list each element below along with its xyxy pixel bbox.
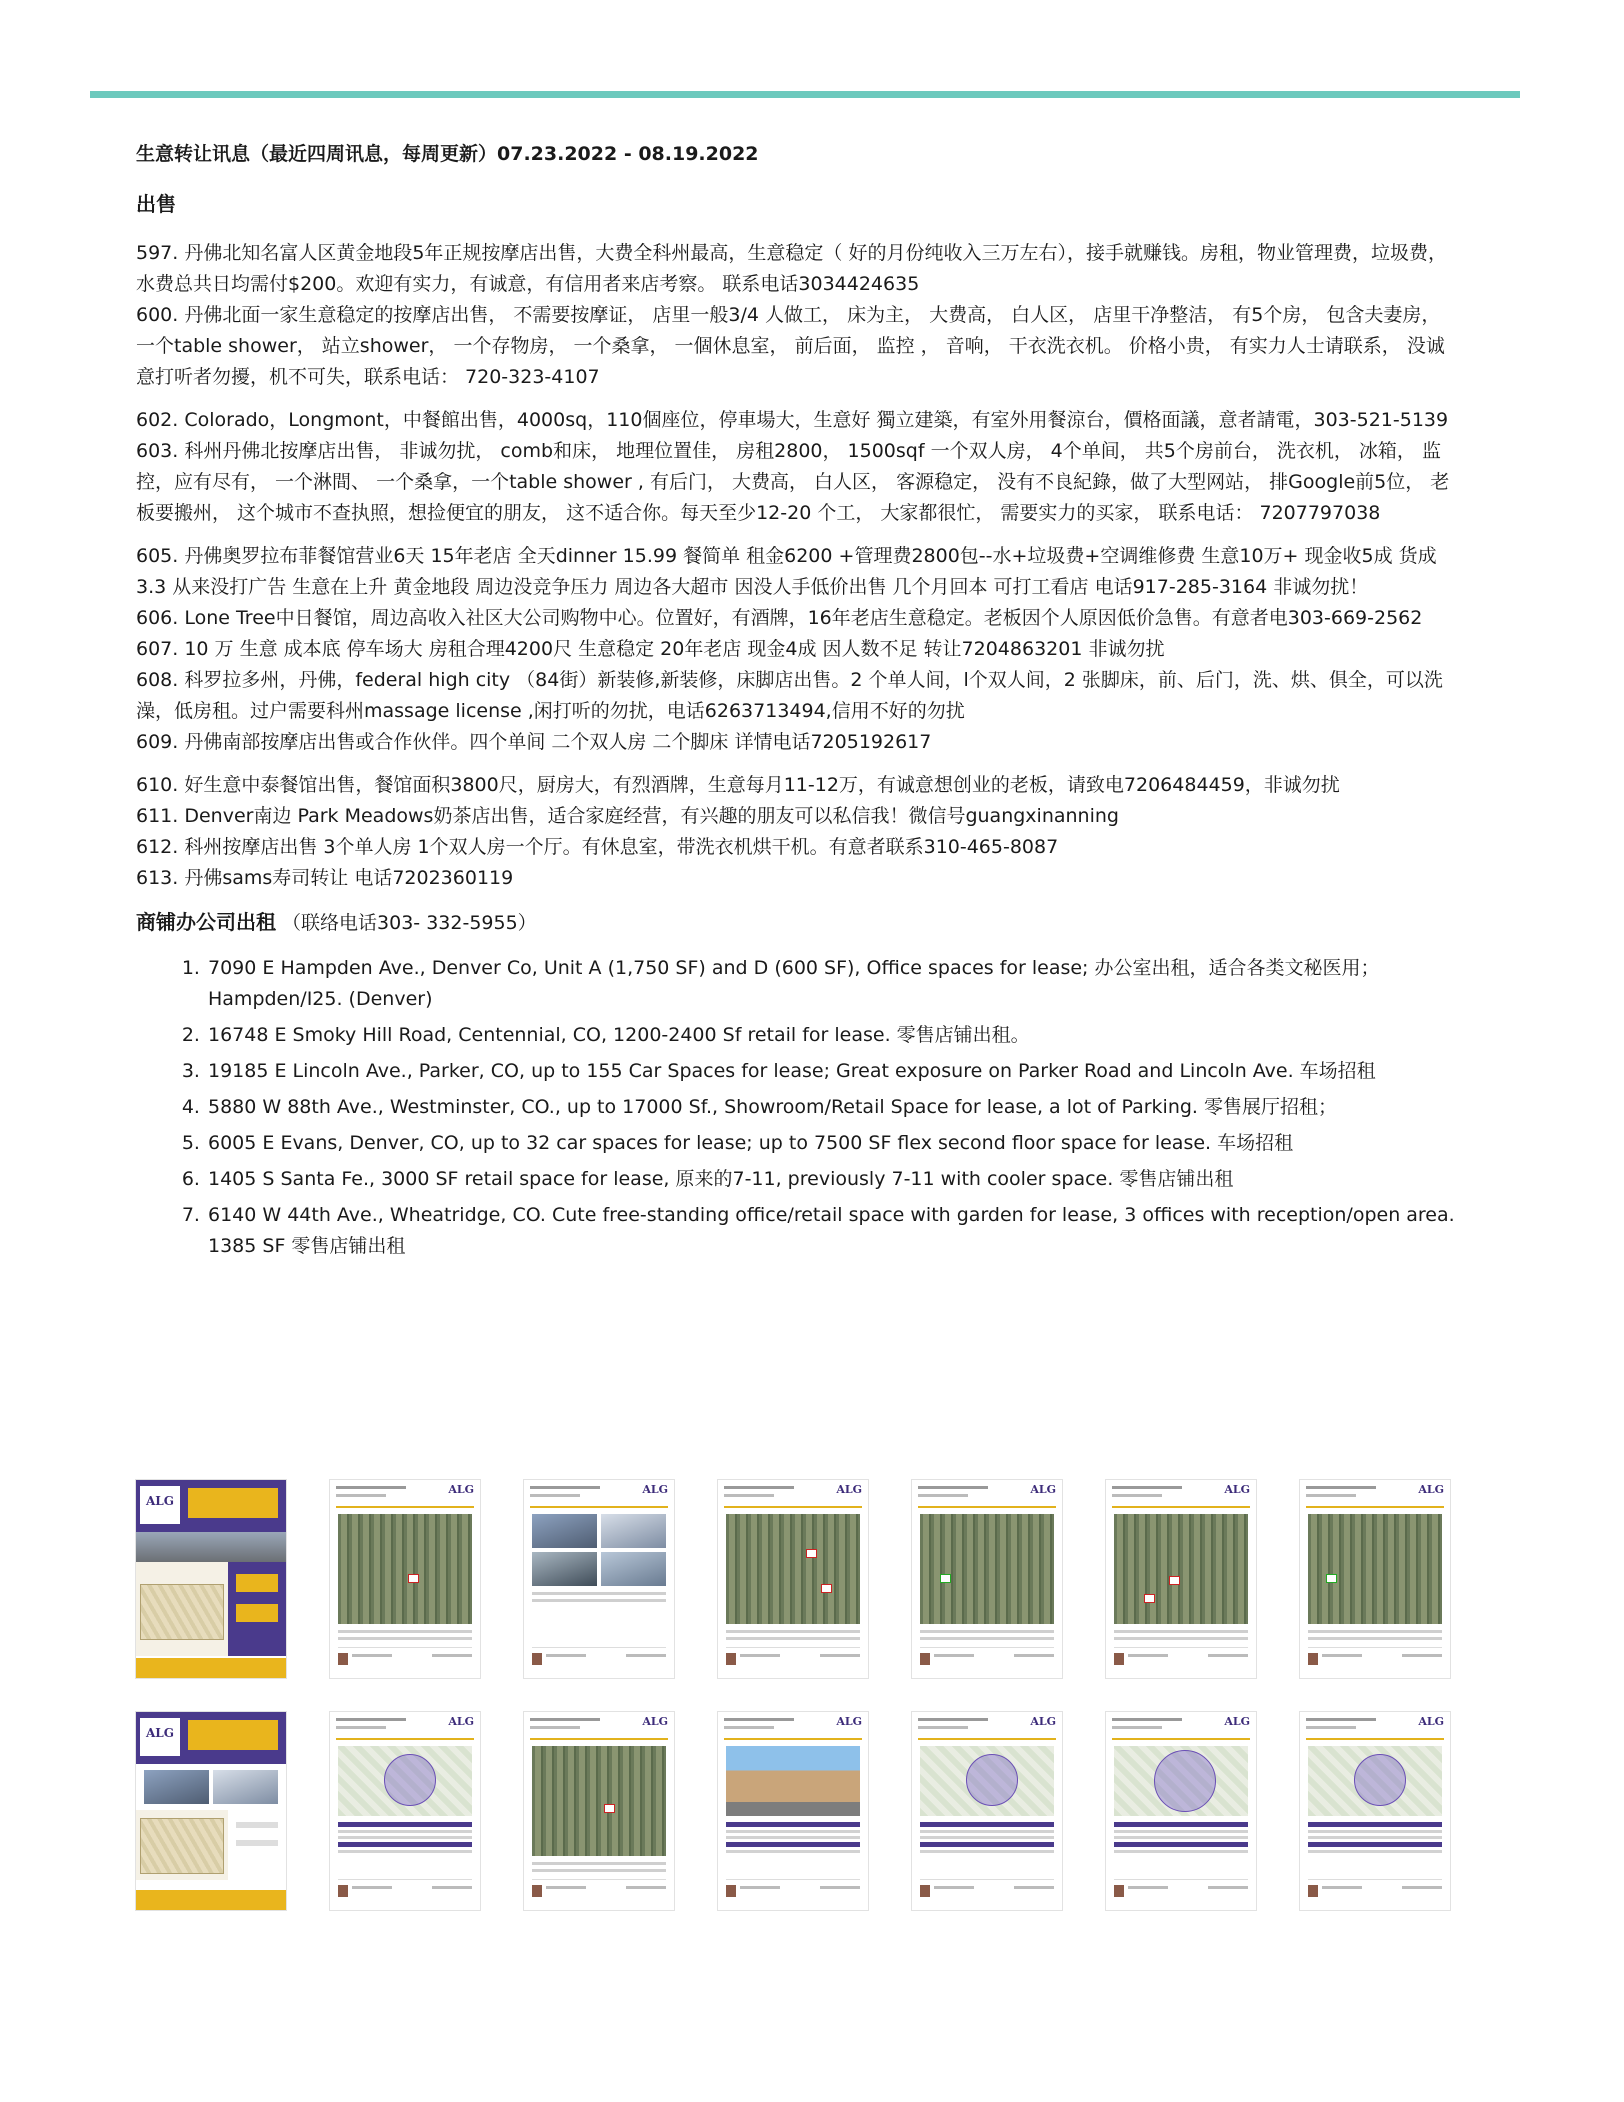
rent-contact: （联络电话303- 332-5955） <box>282 912 537 934</box>
alg-logo: ALG <box>140 1486 180 1524</box>
sale-group-2 <box>136 405 1456 529</box>
agent-photo <box>1114 1653 1124 1665</box>
sale-group-4 <box>136 770 1456 894</box>
sale-group-1 <box>136 238 1456 393</box>
agent-photo <box>1308 1885 1318 1897</box>
radius-map-image <box>920 1746 1054 1816</box>
aerial-map-image <box>1308 1514 1442 1624</box>
listing-602: 602. Colorado，Longmont，中餐館出售，4000sq，110個座位，停車場大，生意好 獨立建築，有室外用餐涼台，價格面議，意者請電，303-521-5139 <box>136 409 1449 431</box>
aerial-map-image <box>338 1514 472 1624</box>
aerial-map-image <box>1114 1514 1248 1624</box>
sale-heading: 出售 <box>136 192 176 216</box>
brochure-thumbnail-office-aerial[interactable] <box>330 1480 480 1678</box>
agent-photo <box>1114 1885 1124 1897</box>
agent-photo <box>1308 1653 1318 1665</box>
site-plan-image <box>140 1818 224 1874</box>
listing-606: 606. Lone Tree中日餐馆，周边高收入社区大公司购物中心。位置好，有酒牌，16年老店生意稳定。老板因个人原因低价急售。有意者电303-669-2562 <box>136 607 1423 629</box>
rental-item: 7. 6140 W 44th Ave., Wheatridge, CO. Cute free-standing office/retail space with garden for lease, 3 offices with reception/open area. 1385 SF 零售店铺出租 <box>206 1200 1456 1262</box>
alg-logo: ALG <box>1418 1715 1444 1728</box>
agent-photo <box>338 1653 348 1665</box>
alg-logo: ALG <box>836 1483 862 1496</box>
listing-609: 609. 丹佛南部按摩店出售或合作伙伴。四个单间 二个双人房 二个脚床 详情电话7205192617 <box>136 731 932 753</box>
alg-logo: ALG <box>448 1483 474 1496</box>
listing-608: 608. 科罗拉多州，丹佛，federal high city （84街）新装修,新装修，床脚店出售。2 个单人间，l个双人间，2 张脚床，前、后门，洗、烘、俱全，可以洗澡，低房租。过户需要科州massage license ,闲打听的勿扰，电话6263713494,信用不好的勿扰 <box>136 669 1443 722</box>
brochure-thumbnail-88th-photos[interactable] <box>524 1480 674 1678</box>
agent-photo <box>920 1653 930 1665</box>
agent-photo <box>532 1885 542 1897</box>
listing-612: 612. 科州按摩店出售 3个单人房 1个双人房一个厅。有休息室，带洗衣机烘干机。有意者联系310-465-8087 <box>136 836 1059 858</box>
alg-logo: ALG <box>642 1483 668 1496</box>
aerial-map-image <box>920 1514 1054 1624</box>
alg-logo: ALG <box>836 1715 862 1728</box>
brochure-thumbnail-retail-aerial[interactable] <box>718 1480 868 1678</box>
brochure-thumbnail-retail-office-aerial[interactable] <box>1300 1480 1450 1678</box>
listing-605: 605. 丹佛奥罗拉布菲餐馆营业6天 15年老店 全天dinner 15.99 餐简单 租金6200 +管理费2800包--水+垃圾费+空调维修费 生意10万+ 现金收5成 货成3.3 从来没打广告 生意在上升 黄金地段 周边没竞争压力 周边各大超市 因没人手低价出售 几个月回本 可打工看店 电话917-285-3164 非诚勿扰！ <box>136 545 1437 598</box>
listing-597: 597. 丹佛北知名富人区黄金地段5年正规按摩店出售，大费全科州最高，生意稳定（ 好的月份纯收入三万左右），接手就赚钱。房租，物业管理费，垃圾费，水费总共日均需付$200。欢迎有实力，有诚意，有信用者来店考察。 联系电话3034424635 <box>136 242 1447 295</box>
rental-list <box>136 953 1456 1262</box>
listing-603: 603. 科州丹佛北按摩店出售， 非诚勿扰， comb和床， 地理位置佳， 房租2800， 1500sqf 一个双人房， 4个单间， 共5个房前台， 洗衣机， 冰箱， 监控，应有尽有， 一个淋間、 一个桑拿，一个table shower , 有后门， 大费高， 白人区， 客源稳定， 没有不良紀錄，做了大型网站， 排Google前5位， 老板要搬州， 这个城市不查执照，想捡便宜的朋友， 这不适合你。每天至少12-20 个工， 大家都很忙， 需要实力的买家， 联系电话： 7207797038 <box>136 440 1450 524</box>
alg-logo: ALG <box>1030 1483 1056 1496</box>
listing-document <box>136 136 1456 1267</box>
top-divider-rule <box>90 91 1520 98</box>
listing-611: 611. Denver南边 Park Meadows奶茶店出售，适合家庭经营，有兴趣的朋友可以私信我！微信号guangxinanning <box>136 805 1119 827</box>
interior-photos <box>144 1770 278 1804</box>
rental-item: 1. 7090 E Hampden Ave., Denver Co, Unit A (1,750 SF) and D (600 SF), Office spaces for lease; 办公室出租，适合各类文秘医用；Hampden/I25. (Denver) <box>206 953 1456 1015</box>
alg-logo: ALG <box>1224 1715 1250 1728</box>
alg-logo: ALG <box>1224 1483 1250 1496</box>
brochure-thumbnail-floorplan[interactable] <box>136 1712 286 1910</box>
aerial-map-image <box>726 1514 860 1624</box>
listing-613: 613. 丹佛sams寿司转让 电话7202360119 <box>136 867 514 889</box>
brochure-thumbnail-lincoln-aerial[interactable] <box>1106 1480 1256 1678</box>
sale-group-3 <box>136 541 1456 758</box>
radius-map-image <box>338 1746 472 1816</box>
brochure-thumbnail-storefront[interactable] <box>718 1712 868 1910</box>
rent-heading-title: 商铺办公司出租 <box>136 910 276 934</box>
aerial-map-image <box>532 1746 666 1856</box>
radius-map-image <box>1114 1746 1248 1816</box>
radius-map-image <box>1308 1746 1442 1816</box>
page-title: 生意转让讯息（最近四周讯息，每周更新）07.23.2022 - 08.19.2022 <box>136 143 759 165</box>
rental-item: 5. 6005 E Evans, Denver, CO, up to 32 car spaces for lease; up to 7500 SF flex second floor space for lease. 车场招租 <box>206 1128 1456 1159</box>
brochure-thumbnail-office-demographics[interactable] <box>330 1712 480 1910</box>
brochure-thumbnail-live-work-demographics[interactable] <box>912 1712 1062 1910</box>
rental-item: 2. 16748 E Smoky Hill Road, Centennial, CO, 1200-2400 Sf retail for lease. 零售店铺出租。 <box>206 1020 1456 1051</box>
brochure-thumbnail-88th-aerial[interactable] <box>524 1712 674 1910</box>
brochure-gallery <box>136 1480 1456 1944</box>
listing-610: 610. 好生意中泰餐馆出售，餐馆面积3800尺，厨房大，有烈酒牌，生意每月11-12万，有诚意想创业的老板，请致电7206484459，非诚勿扰 <box>136 774 1340 796</box>
brochure-row-2 <box>136 1712 1456 1910</box>
listing-600: 600. 丹佛北面一家生意稳定的按摩店出售， 不需要按摩证， 店里一般3/4 人做工， 床为主， 大费高， 白人区， 店里干净整洁， 有5个房， 包含夫妻房， 一个table shower， 站立shower， 一个存物房， 一个桑拿， 一個休息室， 前后面， 监控 ， 音响， 干衣洗衣机。 价格小贵， 有实力人士请联系， 没诚意打听者勿擾，机不可失，联系电话： 720-323-4107 <box>136 304 1445 388</box>
rent-heading <box>136 906 1456 939</box>
brochure-thumbnail-live-work-aerial[interactable] <box>912 1480 1062 1678</box>
alg-logo: ALG <box>1030 1715 1056 1728</box>
agent-photo <box>532 1653 542 1665</box>
brochure-thumbnail-lincoln-demographics[interactable] <box>1106 1712 1256 1910</box>
rental-item: 6. 1405 S Santa Fe., 3000 SF retail space for lease, 原来的7-11, previously 7-11 with cooler space. 零售店铺出租 <box>206 1164 1456 1195</box>
agent-photo <box>920 1885 930 1897</box>
listing-607: 607. 10 万 生意 成本底 停车场大 房租合理4200尺 生意稳定 20年老店 现金4成 因人数不足 转让7204863201 非诚勿扰 <box>136 638 1165 660</box>
agent-photo <box>338 1885 348 1897</box>
map-image <box>140 1584 224 1640</box>
rental-item: 4. 5880 W 88th Ave., Westminster, CO., up to 17000 Sf., Showroom/Retail Space for lease, a lot of Parking. 零售展厅招租； <box>206 1092 1456 1123</box>
alg-logo: ALG <box>448 1715 474 1728</box>
storefront-photo <box>726 1746 860 1816</box>
alg-logo: ALG <box>642 1715 668 1728</box>
property-photos <box>532 1514 666 1586</box>
alg-logo: ALG <box>1418 1483 1444 1496</box>
alg-logo: ALG <box>140 1718 180 1756</box>
agent-photo <box>726 1885 736 1897</box>
agent-photo <box>726 1653 736 1665</box>
brochure-thumbnail-retail-office-demographics[interactable] <box>1300 1712 1450 1910</box>
parking-lot-photo <box>136 1532 286 1562</box>
rental-item: 3. 19185 E Lincoln Ave., Parker, CO, up to 155 Car Spaces for lease; Great exposure on Parker Road and Lincoln Ave. 车场招租 <box>206 1056 1456 1087</box>
brochure-thumbnail-flyer[interactable] <box>136 1480 286 1678</box>
brochure-row-1 <box>136 1480 1456 1678</box>
